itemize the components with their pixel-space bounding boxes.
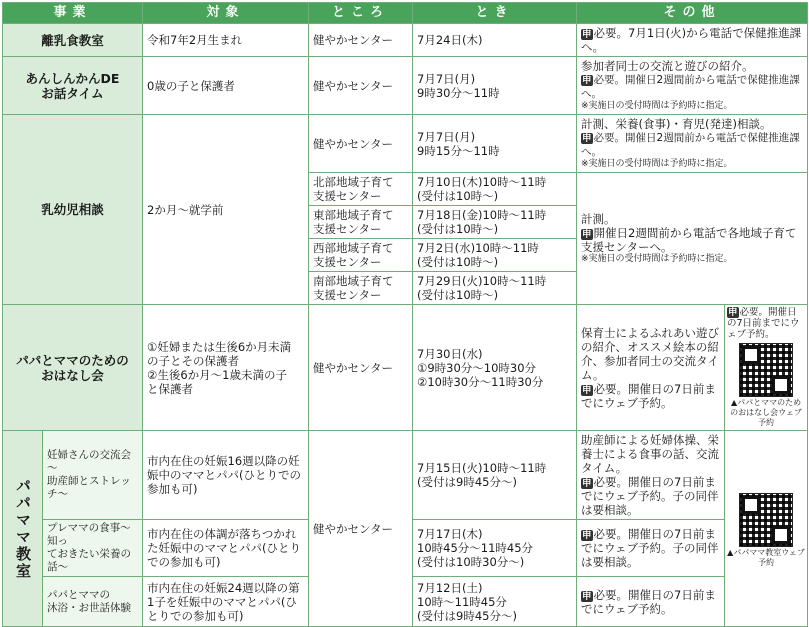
event-place: 健やかセンター (309, 305, 413, 431)
apply-badge: 申 (582, 590, 592, 602)
event-time (413, 520, 577, 577)
event-name: 乳幼児相談 (3, 115, 143, 305)
event-other (577, 305, 725, 431)
name-line: お話タイム (41, 85, 104, 101)
time-line: (受付は10時～) (417, 255, 499, 269)
time-line: 10時～11時45分 (417, 594, 507, 609)
table-row (3, 305, 808, 431)
event-time (413, 206, 577, 239)
time-line: 9時30分～11時 (417, 85, 500, 100)
event-name (3, 57, 143, 115)
name-line: あんしんかんDE (25, 70, 120, 86)
time-line: 7月29日(火)10時～11時 (417, 274, 547, 288)
qr-cell (725, 431, 808, 627)
place-line: 南部地域子育て (313, 274, 394, 288)
event-time (413, 272, 577, 305)
name-line: おはなし会 (41, 367, 104, 383)
time-line: (受付は10時～) (417, 288, 499, 302)
qr-cell (725, 305, 808, 431)
header-place: ところ (309, 3, 413, 24)
event-time (413, 173, 577, 206)
header-row (3, 3, 808, 24)
qr-caption: ▲パパとママのためのおはなし会ウェブ予約 (730, 398, 802, 427)
time-line: (受付は10時～) (417, 222, 499, 236)
header-other: その他 (577, 3, 808, 24)
header-target: 対象 (143, 3, 309, 24)
sub-line: 沐浴・お世話体験 (47, 601, 131, 614)
other-text: 計測、栄養(食事)・育児(発達)相談。 (581, 117, 772, 131)
place-line: 北部地域子育て (313, 175, 394, 189)
place-line: 支援センター (313, 222, 382, 236)
other-text: 計測。 (581, 212, 616, 226)
event-time (413, 431, 577, 520)
event-place (309, 239, 413, 272)
note-text: ※実施日の受付時間は予約時に指定。 (581, 159, 733, 169)
event-target: 令和7年2月生まれ (143, 24, 309, 57)
event-place (309, 272, 413, 305)
time-line: 7月2日(水)10時～11時 (417, 241, 539, 255)
event-place: 健やかセンター (309, 24, 413, 57)
time-line: (受付は10時～) (417, 189, 499, 203)
time-line: 7月30日(水) (417, 346, 483, 361)
place-line: 支援センター (313, 288, 382, 302)
table-row (3, 57, 808, 115)
sub-line: ておきたい栄養の話～ (47, 548, 131, 573)
event-time (413, 115, 577, 173)
event-place: 健やかセンター (309, 431, 413, 627)
other-text: 必要。開催日の7日前までにウェブ予約。子の同伴は要相談。 (581, 475, 719, 517)
time-line: (受付は9時45分～) (417, 475, 517, 489)
qr-text: 必要。開催日の7日前までにウェブ予約。 (727, 307, 800, 340)
time-line: 7月7日(月) (417, 129, 476, 144)
event-time (413, 305, 577, 431)
sub-line: パパとママの (47, 588, 110, 601)
time-line: (受付は9時45分～) (417, 608, 517, 623)
apply-badge: 申 (582, 29, 592, 40)
time-line: 7月7日(月) (417, 71, 476, 86)
other-text: 保育士によるふれあい遊びの紹介、オススメ絵本の紹介、参加者同士の交流タイム。 (581, 325, 720, 382)
event-other (577, 520, 725, 577)
apply-badge: 申 (582, 384, 592, 396)
time-line: ①9時30分～10時30分 (417, 360, 537, 375)
time-line: 7月15日(火)10時～11時 (417, 461, 547, 475)
event-place (309, 173, 413, 206)
event-place (309, 206, 413, 239)
header-event: 事業 (3, 3, 143, 24)
place-line: 支援センター (313, 189, 382, 203)
event-target: 市内在住の妊娠24週以降の第1子を妊娠中のママとパパ(ひとりでの参加も可) (143, 577, 309, 627)
other-text: 必要。開催日の7日前までにウェブ予約。 (581, 381, 716, 410)
event-other (577, 431, 725, 520)
time-line: 10時45分～11時45分 (417, 541, 534, 555)
other-text: 開催日2週間前から電話で各地域子育て支援センターへ。 (581, 226, 797, 254)
category-text: パパママ教室 (14, 477, 32, 580)
other-text: 必要。開催日2週間前から電話で保健推進課へ。 (581, 132, 800, 158)
apply-badge: 申 (582, 75, 592, 86)
event-place: 健やかセンター (309, 115, 413, 173)
sub-line: 助産師とストレッチ～ (47, 475, 131, 500)
event-time (413, 239, 577, 272)
time-line: 7月18日(金)10時～11時 (417, 208, 547, 222)
place-line: 西部地域子育て (313, 241, 394, 255)
event-other (577, 57, 808, 115)
event-target: 市内在住の体調が落ちつかれた妊娠中のママとパパ(ひとりでの参加も可) (143, 520, 309, 577)
other-text: 必要。7月1日(火)から電話で保健推進課へ。 (581, 26, 802, 54)
apply-badge: 申 (582, 478, 592, 489)
qr-caption: ▲パパママ教室ウェブ予約 (727, 547, 805, 567)
target-line: ②生後6か月～1歳未満の子 (147, 367, 287, 382)
category-label (3, 431, 43, 627)
apply-badge: 申 (582, 133, 592, 144)
target-line: ①妊婦または生後6か月未満 (147, 339, 292, 354)
table-row (3, 115, 808, 173)
place-line: 東部地域子育て (313, 208, 394, 222)
time-line: ②10時30分～11時30分 (417, 374, 544, 389)
event-target: 2か月～就学前 (143, 115, 309, 305)
other-text: 助産師による妊婦体操、栄養士による食事の話、交流タイム。 (581, 433, 720, 475)
place-line: 支援センター (313, 255, 382, 269)
event-time (413, 577, 577, 627)
event-target (143, 305, 309, 431)
sub-event-name (43, 520, 143, 577)
time-line: 7月17日(木) (417, 527, 483, 541)
table-row (3, 431, 808, 520)
event-time (413, 57, 577, 115)
event-other (577, 115, 808, 173)
time-line: 7月10日(木)10時～11時 (417, 175, 547, 189)
note-text: ※実施日の受付時間は予約時に指定。 (581, 254, 733, 264)
sub-line: プレママの食事～知っ (47, 522, 131, 547)
other-text: 参加者同士の交流と遊びの紹介。 (581, 59, 754, 73)
other-text: 必要。開催日2週間前から電話で保健推進課へ。 (581, 74, 800, 100)
event-name (3, 305, 143, 431)
apply-badge: 申 (582, 530, 592, 541)
header-time: とき (413, 3, 577, 24)
name-line: パパとママのための (16, 352, 129, 368)
event-other (577, 24, 808, 57)
event-place: 健やかセンター (309, 57, 413, 115)
qr-code-icon[interactable] (739, 493, 793, 547)
target-line: と保護者 (147, 381, 194, 396)
schedule-table (2, 2, 808, 627)
event-other (577, 173, 808, 305)
qr-code-icon[interactable] (739, 343, 793, 397)
event-other (577, 577, 725, 627)
sub-line: 妊婦さんの交流会～ (47, 449, 131, 474)
time-line: (受付は10時30分～) (417, 555, 525, 569)
event-time: 7月24日(木) (413, 24, 577, 57)
sub-event-name (43, 577, 143, 627)
event-name: 離乳食教室 (3, 24, 143, 57)
sub-event-name (43, 431, 143, 520)
apply-badge: 申 (582, 229, 592, 240)
apply-badge: 申 (728, 307, 738, 318)
event-target: 市内在住の妊娠16週以降の妊娠中のママとパパ(ひとりでの参加も可) (143, 431, 309, 520)
target-line: の子とその保護者 (147, 353, 240, 368)
table-row (3, 24, 808, 57)
other-text: 必要。開催日の7日前までにウェブ予約。 (581, 587, 716, 616)
event-target: 0歳の子と保護者 (143, 57, 309, 115)
time-line: 9時15分～11時 (417, 143, 500, 158)
note-text: ※実施日の受付時間は予約時に指定。 (581, 101, 733, 111)
other-text: 必要。開催日の7日前までにウェブ予約。子の同伴は要相談。 (581, 527, 719, 569)
time-line: 7月12日(土) (417, 580, 483, 595)
